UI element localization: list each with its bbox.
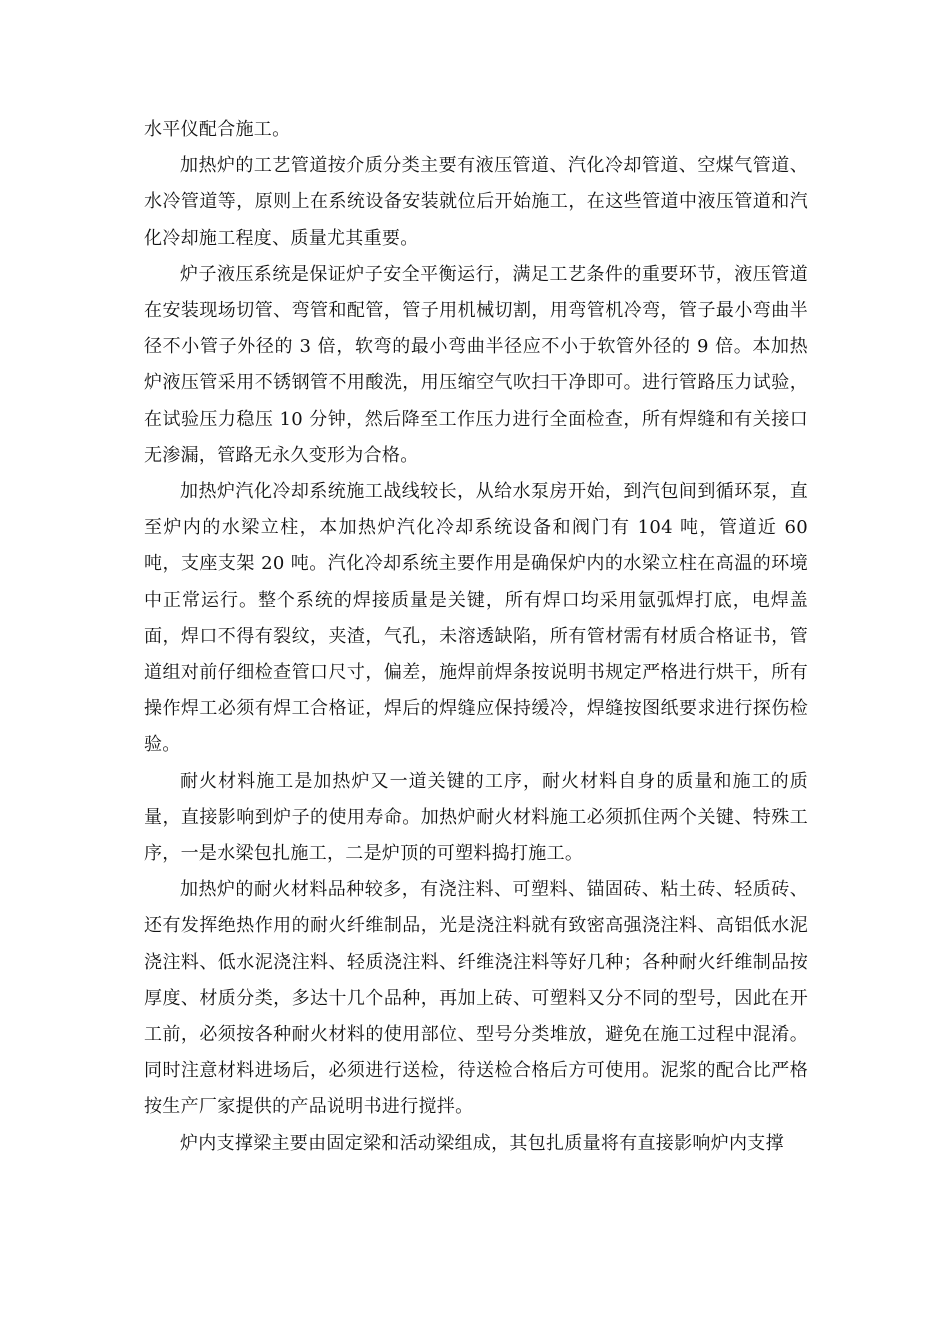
paragraph-refractory-construction: 耐火材料施工是加热炉又一道关键的工序，耐火材料自身的质量和施工的质量，直接影响到炉子的使用寿命。加热炉耐火材料施工必须抓住两个关键、特殊工序，一是水梁包扎施工，二是炉顶的可塑料捣打施工。 [144,770,808,865]
paragraph-refractory-materials: 加热炉的耐火材料品种较多，有浇注料、可塑料、锚固砖、粘土砖、轻质砖、还有发挥绝热作用的耐火纤维制品，光是浇注料就有致密高强浇注料、高铝低水泥浇注料、低水泥浇注料、轻质浇注料、纤维浇注料等好几种；各种耐火纤维制品按厚度、材质分类，多达十几个品种，再加上砖、可塑料又分不同的型号，因此在开工前，必须按各种耐火材料的使用部位、型号分类堆放，避免在施工过程中混淆。同时注意材料进场后，必须进行送检，待送检合格后方可使用。泥浆的配合比严格按生产厂家提供的产品说明书进行搅拌。 [144,879,808,1118]
document-body [144,112,808,1162]
paragraph-continuation: 水平仪配合施工。 [144,119,291,140]
paragraph-process-pipelines: 加热炉的工艺管道按介质分类主要有液压管道、汽化冷却管道、空煤气管道、水冷管道等，原则上在系统设备安装就位后开始施工，在这些管道中液压管道和汽化冷却施工程度、质量尤其重要。 [144,155,808,249]
paragraph-hydraulic-system: 炉子液压系统是保证炉子安全平衡运行，满足工艺条件的重要环节，液压管道在安装现场切管、弯管和配管，管子用机械切割，用弯管机冷弯，管子最小弯曲半径不小管子外径的 3 倍，软弯的最小弯曲半径应不小于软管外径的 9 倍。本加热炉液压管采用不锈钢管不用酸洗，用压缩空气吹扫干净即可。进行管路压力试验，在试验压力稳压 10 分钟，然后降至工作压力进行全面检查，所有焊缝和有关接口无渗漏，管路无永久变形为合格。 [144,263,808,466]
paragraph-evaporative-cooling: 加热炉汽化冷却系统施工战线较长，从给水泵房开始，到汽包间到循环泵，直至炉内的水梁立柱，本加热炉汽化冷却系统设备和阀门有 104 吨，管道近 60 吨，支座支架 20 吨。汽化冷却系统主要作用是确保炉内的水梁立柱在高温的环境中正常运行。整个系统的焊接质量是关键，所有焊口均采用氩弧焊打底，电焊盖面，焊口不得有裂纹，夹渣，气孔，未溶透缺陷，所有管材需有材质合格证书，管道组对前仔细检查管口尺寸，偏差，施焊前焊条按说明书规定严格进行烘干，所有操作焊工必须有焊工合格证，焊后的焊缝应保持缓冷，焊缝按图纸要求进行探伤检验。 [144,481,808,756]
paragraph-support-beams: 炉内支撑梁主要由固定梁和活动梁组成，其包扎质量将有直接影响炉内支撑 [180,1132,784,1154]
